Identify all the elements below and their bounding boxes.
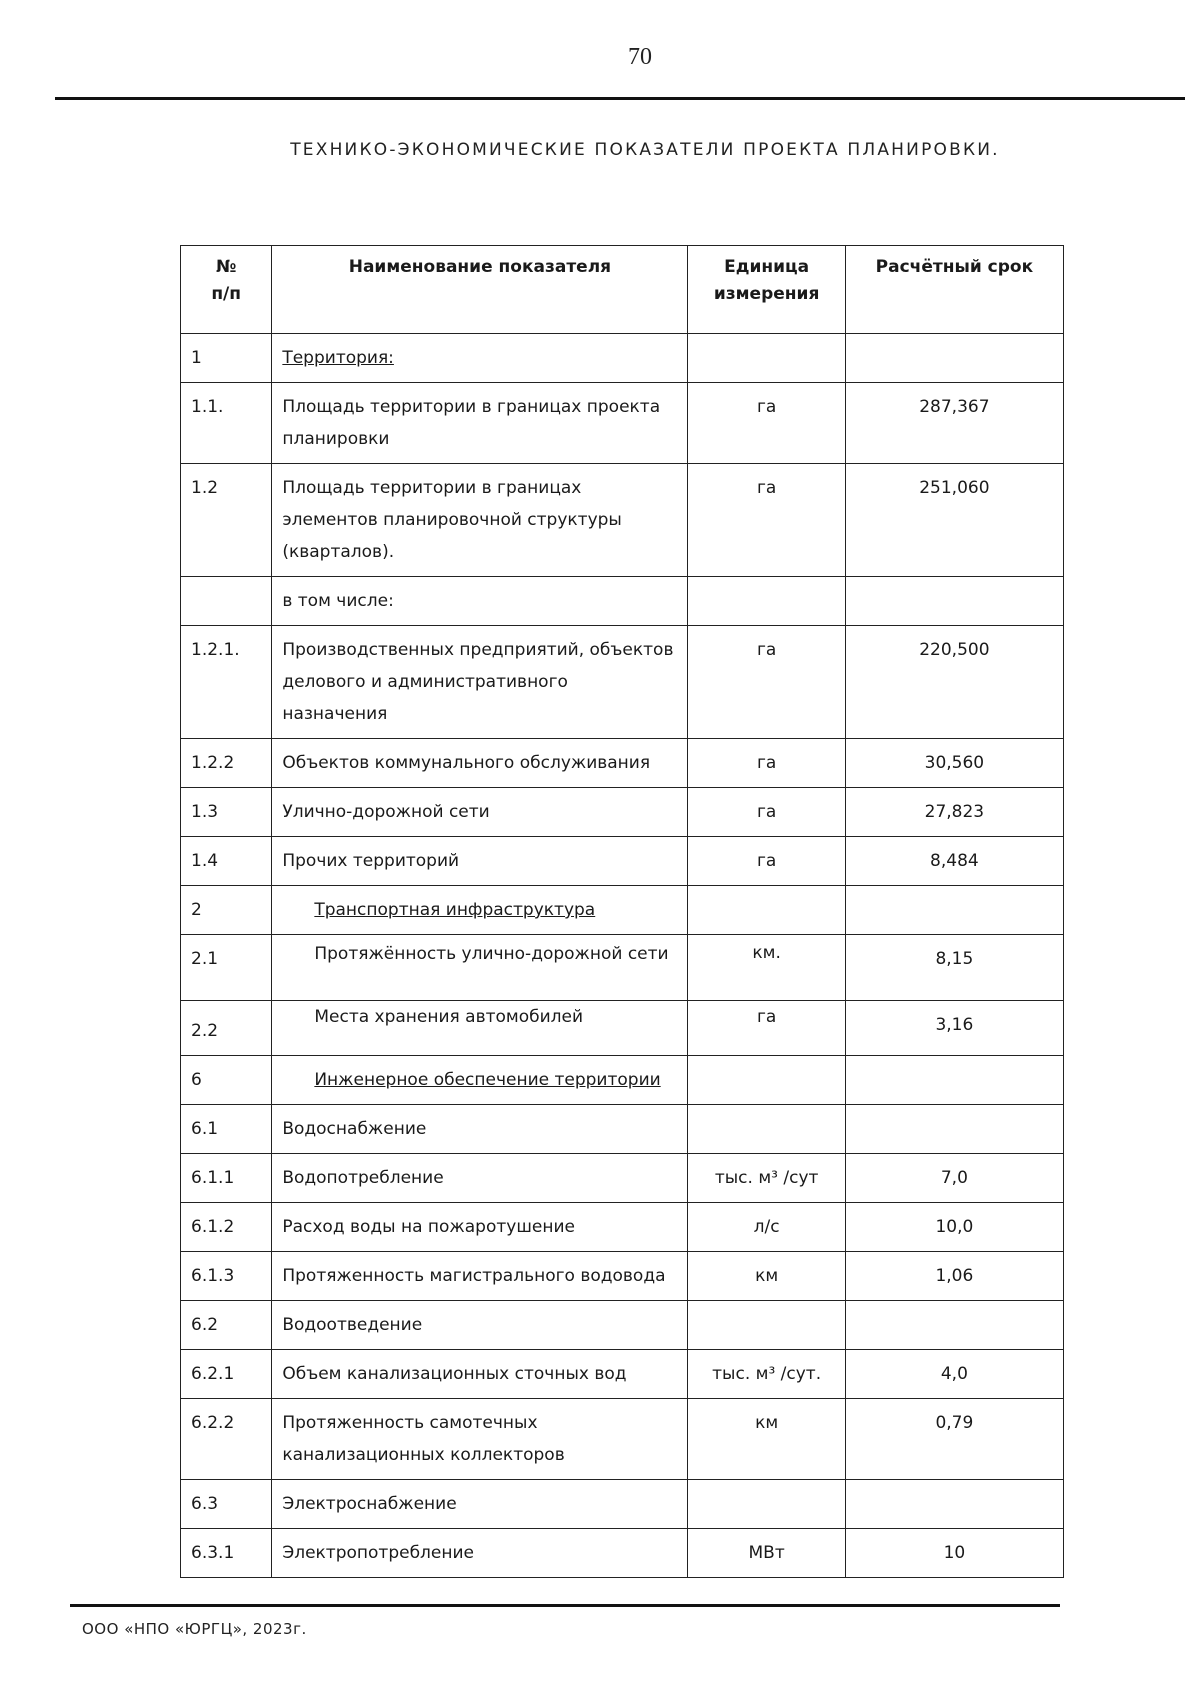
table-row [181,1056,1064,1105]
row-num: 6.1.2 [181,1203,272,1252]
row-value: 27,823 [845,788,1063,837]
row-value: 4,0 [845,1350,1063,1399]
row-name: Водопотребление [272,1154,688,1203]
row-unit: га [688,739,845,788]
table-row [181,1154,1064,1203]
header-num-line2: п/п [211,284,242,304]
row-name: Прочих территорий [272,837,688,886]
row-unit: км [688,1399,845,1480]
row-num: 6.2 [181,1301,272,1350]
row-name: Улично-дорожной сети [272,788,688,837]
table-row [181,464,1064,577]
row-value: 0,79 [845,1399,1063,1480]
row-num: 2 [181,886,272,935]
row-unit: га [688,383,845,464]
table-row [181,1105,1064,1154]
row-name: Транспортная инфраструктура [272,886,688,935]
row-num: 6.3.1 [181,1529,272,1578]
row-num: 1.1. [181,383,272,464]
row-value: 10 [845,1529,1063,1578]
row-num: 1.2 [181,464,272,577]
row-num: 6.2.1 [181,1350,272,1399]
footer-rule [70,1604,1060,1607]
header-rule [55,97,1185,100]
row-num: 1.3 [181,788,272,837]
row-name: Объем канализационных сточных вод [272,1350,688,1399]
row-num: 6 [181,1056,272,1105]
row-value: 8,15 [845,935,1063,1001]
row-num: 2.2 [181,1001,272,1056]
row-name: Территория: [272,334,688,383]
header-term: Расчётный срок [845,246,1063,334]
row-name: Электроснабжение [272,1480,688,1529]
indicators-table [180,245,1064,1578]
row-value: 10,0 [845,1203,1063,1252]
row-num: 1.2.2 [181,739,272,788]
row-name: Объектов коммунального обслуживания [272,739,688,788]
row-value: 8,484 [845,837,1063,886]
table-row [181,837,1064,886]
row-value [845,1480,1063,1529]
table-row [181,935,1064,1001]
row-num: 6.2.2 [181,1399,272,1480]
row-num [181,577,272,626]
table-row [181,788,1064,837]
footer-text: ООО «НПО «ЮРГЦ», 2023г. [82,1620,307,1638]
table-row [181,626,1064,739]
row-name: Места хранения автомобилей [272,1001,688,1056]
row-value: 7,0 [845,1154,1063,1203]
row-name: Производственных предприятий, объектов делового и административного назначения [272,626,688,739]
row-name: Водоснабжение [272,1105,688,1154]
row-name: Протяженность магистрального водовода [272,1252,688,1301]
row-value: 220,500 [845,626,1063,739]
table-row [181,1350,1064,1399]
table-row [181,334,1064,383]
row-unit [688,886,845,935]
row-name: Протяженность самотечных канализационных коллекторов [272,1399,688,1480]
table-row [181,739,1064,788]
table-header-row [181,246,1064,334]
header-unit-line2: измерения [713,284,820,304]
table-row [181,1252,1064,1301]
row-name: Протяжённость улично-дорожной сети [272,935,688,1001]
row-unit: га [688,1001,845,1056]
row-num: 1 [181,334,272,383]
row-unit: га [688,837,845,886]
row-value [845,886,1063,935]
row-unit: га [688,626,845,739]
table-row [181,1529,1064,1578]
row-unit [688,334,845,383]
header-unit [688,246,845,334]
table-row [181,1399,1064,1480]
table-row [181,383,1064,464]
row-name: Водоотведение [272,1301,688,1350]
row-unit [688,1056,845,1105]
row-num: 1.4 [181,837,272,886]
row-unit: га [688,464,845,577]
row-value: 30,560 [845,739,1063,788]
row-value [845,577,1063,626]
row-value [845,1301,1063,1350]
row-unit: км. [688,935,845,1001]
row-num: 2.1 [181,935,272,1001]
row-unit [688,577,845,626]
table-row [181,886,1064,935]
row-value: 251,060 [845,464,1063,577]
row-unit [688,1480,845,1529]
header-num-line1: № [215,257,237,277]
row-value [845,334,1063,383]
row-name: в том числе: [272,577,688,626]
row-num: 6.3 [181,1480,272,1529]
row-unit: тыс. м³ /сут [688,1154,845,1203]
row-name: Электропотребление [272,1529,688,1578]
row-value: 1,06 [845,1252,1063,1301]
table-row [181,1001,1064,1056]
row-value: 3,16 [845,1001,1063,1056]
document-title: ТЕХНИКО-ЭКОНОМИЧЕСКИЕ ПОКАЗАТЕЛИ ПРОЕКТА ПЛАНИРОВКИ. [290,140,1000,160]
row-unit: га [688,788,845,837]
row-name: Расход воды на пожаротушение [272,1203,688,1252]
row-unit: тыс. м³ /сут. [688,1350,845,1399]
row-value [845,1105,1063,1154]
row-unit: МВт [688,1529,845,1578]
table-row [181,577,1064,626]
row-unit [688,1105,845,1154]
row-num: 6.1.1 [181,1154,272,1203]
row-unit: л/с [688,1203,845,1252]
table-row [181,1480,1064,1529]
row-name: Площадь территории в границах проекта планировки [272,383,688,464]
table-row [181,1203,1064,1252]
row-value [845,1056,1063,1105]
row-unit [688,1301,845,1350]
row-value: 287,367 [845,383,1063,464]
header-num [181,246,272,334]
row-name: Площадь территории в границах элементов планировочной структуры (кварталов). [272,464,688,577]
row-num: 6.1 [181,1105,272,1154]
row-name: Инженерное обеспечение территории [272,1056,688,1105]
header-name: Наименование показателя [272,246,688,334]
table-row [181,1301,1064,1350]
row-unit: км [688,1252,845,1301]
page-number: 70 [628,44,652,70]
row-num: 1.2.1. [181,626,272,739]
row-num: 6.1.3 [181,1252,272,1301]
header-unit-line1: Единица [724,257,810,277]
